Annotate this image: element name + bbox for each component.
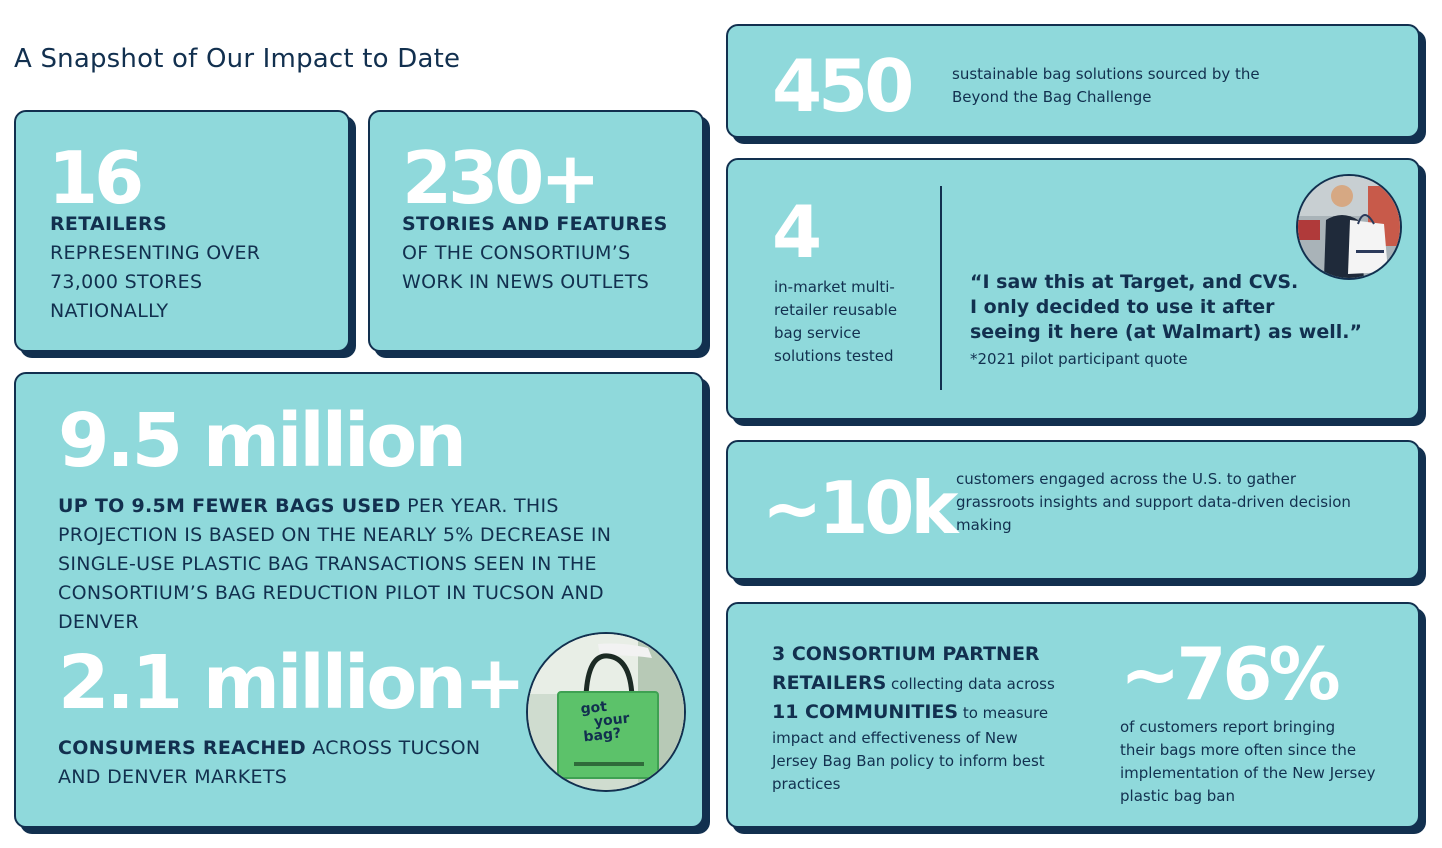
- bags-description: [58, 492, 678, 637]
- nj-description-bold-3: 11 COMMUNITIES: [772, 701, 959, 723]
- customers-description-line-1: customers engaged across the U.S. to gather: [956, 470, 1297, 488]
- pilot-card: [726, 158, 1420, 420]
- nj-result-line-2: their bags more often since the: [1120, 741, 1357, 759]
- customers-card: [726, 440, 1420, 580]
- pilot-description-line-3: bag service: [774, 324, 861, 342]
- retailers-label: [50, 210, 350, 326]
- customers-number: ~10k: [762, 466, 955, 550]
- retailers-label-line-1: REPRESENTING OVER: [50, 242, 261, 264]
- tote-bag-text-3: bag?: [582, 725, 622, 746]
- nj-description: [772, 640, 1082, 796]
- solutions-description: [952, 63, 1392, 109]
- nj-description-bold-1: 3 CONSORTIUM PARTNER: [772, 643, 1040, 665]
- bags-description-line-4: CONSORTIUM’S BAG REDUCTION PILOT IN TUCSON AND: [58, 582, 604, 604]
- stories-number: 230+: [402, 136, 597, 220]
- nj-description-bold-2: RETAILERS: [772, 672, 887, 694]
- retailers-label-line-3: NATIONALLY: [50, 300, 169, 322]
- solutions-description-line-1: sustainable bag solutions sourced by the: [952, 65, 1260, 83]
- tote-bag-photo: [526, 632, 686, 792]
- bags-card: [14, 372, 704, 828]
- tote-bag-text: [580, 698, 632, 745]
- nj-description-line-3: to measure: [958, 704, 1049, 722]
- shopper-photo: [1296, 174, 1402, 280]
- pilot-quote-attribution: *2021 pilot participant quote: [970, 350, 1188, 368]
- pilot-number: 4: [772, 190, 819, 274]
- pilot-quote-line-2: I only decided to use it after: [970, 296, 1275, 318]
- pilot-description: [774, 276, 924, 368]
- consumers-description-bold: CONSUMERS REACHED: [58, 737, 306, 759]
- bags-description-bold: UP TO 9.5M FEWER BAGS USED: [58, 495, 401, 517]
- nj-number: ~76%: [1120, 632, 1337, 716]
- pilot-description-line-4: solutions tested: [774, 347, 894, 365]
- consumers-description-line-2: AND DENVER MARKETS: [58, 766, 288, 788]
- bags-description-line-3: SINGLE-USE PLASTIC BAG TRANSACTIONS SEEN IN THE: [58, 553, 597, 575]
- nj-description-line-6: practices: [772, 775, 841, 793]
- bags-description-line-5: DENVER: [58, 611, 139, 633]
- nj-result-line-4: plastic bag ban: [1120, 787, 1235, 805]
- pilot-description-line-2: retailer reusable: [774, 301, 898, 319]
- retailers-number: 16: [48, 136, 141, 220]
- bags-description-line-2: PROJECTION IS BASED ON THE NEARLY 5% DECREASE IN: [58, 524, 612, 546]
- consumers-description: [58, 734, 518, 792]
- shopper-icon: [1298, 176, 1400, 278]
- nj-result-line-1: of customers report bringing: [1120, 718, 1336, 736]
- new-jersey-card: [726, 602, 1420, 828]
- tote-bag-text-2: your: [593, 710, 631, 731]
- customers-description: [956, 468, 1396, 537]
- retailers-label-line-2: 73,000 STORES: [50, 271, 203, 293]
- stories-label: [402, 210, 702, 297]
- pilot-description-line-1: in-market multi-: [774, 278, 895, 296]
- solutions-description-line-2: Beyond the Bag Challenge: [952, 88, 1152, 106]
- stories-card: [368, 110, 704, 352]
- nj-description-line-4: impact and effectiveness of New: [772, 729, 1018, 747]
- retailers-card: [14, 110, 350, 352]
- stories-label-line-2: OF THE CONSORTIUM’S: [402, 242, 631, 264]
- nj-result: [1120, 716, 1410, 808]
- nj-result-line-3: implementation of the New Jersey: [1120, 764, 1376, 782]
- customers-description-line-3: making: [956, 516, 1012, 534]
- pilot-quote-line-3: seeing it here (at Walmart) as well.”: [970, 321, 1362, 343]
- retailers-label-bold: RETAILERS: [50, 213, 167, 235]
- solutions-number: 450: [772, 44, 911, 128]
- bags-number: 9.5 million: [58, 398, 464, 484]
- consumers-description-line-1: ACROSS TUCSON: [305, 737, 481, 759]
- consumers-number: 2.1 million+: [58, 640, 523, 726]
- stories-label-line-3: WORK IN NEWS OUTLETS: [402, 271, 650, 293]
- stories-label-line-1: STORIES AND FEATURES: [402, 213, 668, 235]
- solutions-card: [726, 24, 1420, 138]
- pilot-divider: [940, 186, 942, 390]
- tote-bag-text-1: got: [579, 698, 608, 718]
- nj-description-line-2: collecting data across: [886, 675, 1055, 693]
- bags-description-line-1: PER YEAR. THIS: [400, 495, 559, 517]
- pilot-quote-line-1: “I saw this at Target, and CVS.: [970, 271, 1299, 293]
- page-title: A Snapshot of Our Impact to Date: [14, 44, 461, 74]
- pilot-quote: [970, 270, 1390, 345]
- customers-description-line-2: grassroots insights and support data-driven decision: [956, 493, 1351, 511]
- nj-description-line-5: Jersey Bag Ban policy to inform best: [772, 752, 1045, 770]
